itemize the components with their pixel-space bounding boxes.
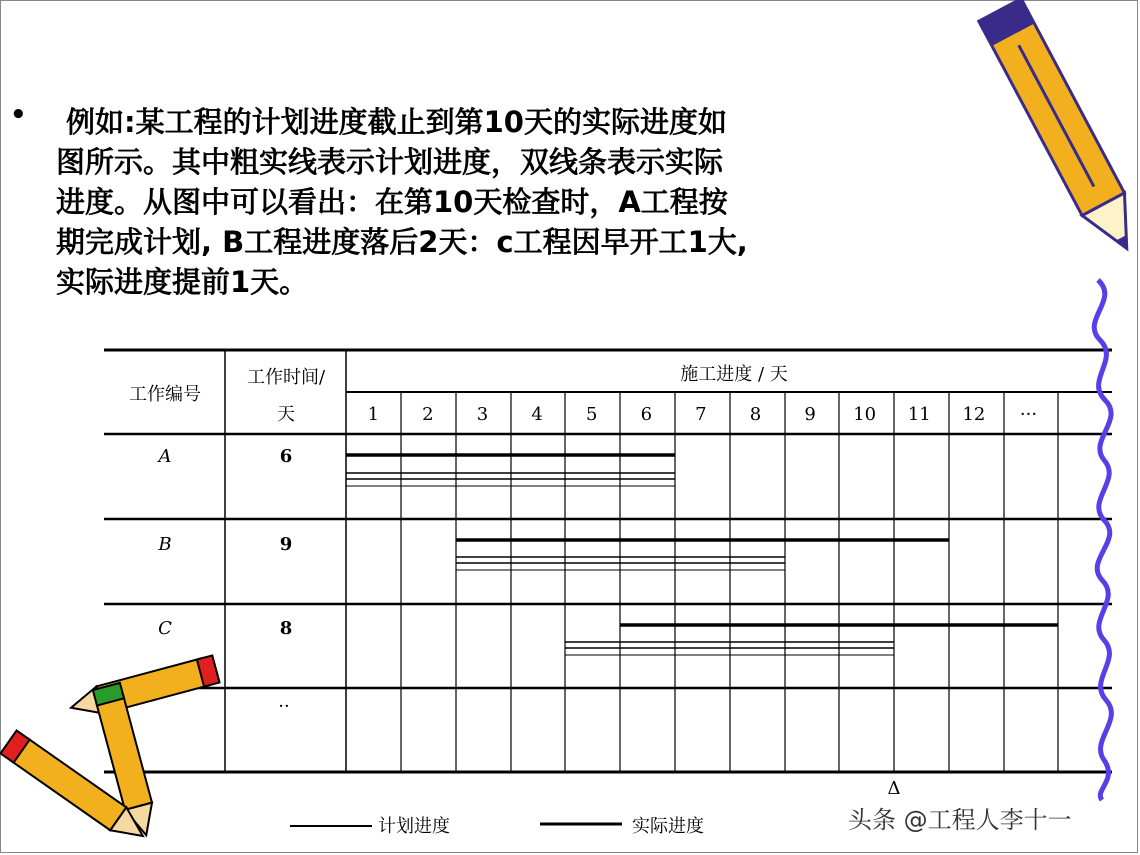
row-duration: 8 xyxy=(279,618,293,639)
paragraph-line: 图所示。其中粗实线表示计划进度，双线条表示实际 xyxy=(56,145,724,179)
row-b-bars xyxy=(456,540,949,563)
check-marker: Δ xyxy=(887,778,901,799)
watermark: 头条 @工程人李十一 xyxy=(848,806,1072,834)
header-work-id: 工作编号 xyxy=(129,384,201,405)
day-label: 2 xyxy=(422,404,434,425)
day-label: 7 xyxy=(695,404,707,425)
day-label: 8 xyxy=(749,404,762,425)
row-id: B xyxy=(158,534,172,555)
header-duration-line2: 天 xyxy=(277,404,295,425)
day-label: 10 xyxy=(853,404,877,425)
row-id: C xyxy=(158,618,172,639)
paragraph-line: 例如:某工程的计划进度截止到第10天的实际进度如 xyxy=(66,105,727,139)
paragraph-line: 进度。从图中可以看出：在第10天检查时，A工程按 xyxy=(56,185,728,219)
pencil-bottom-left-1-icon xyxy=(67,655,219,721)
row-duration: 6 xyxy=(279,446,293,467)
decorative-squiggle xyxy=(1094,280,1111,800)
legend-actual-label: 实际进度 xyxy=(632,816,704,837)
day-label: 11 xyxy=(907,404,931,425)
day-label: 1 xyxy=(367,404,380,425)
pencil-top-right-icon xyxy=(979,0,1140,260)
day-label: 5 xyxy=(585,404,598,425)
row-id: A xyxy=(158,446,172,467)
paragraph-line: 实际进度提前1天。 xyxy=(56,265,309,299)
day-label: 12 xyxy=(962,404,986,425)
legend xyxy=(290,816,704,837)
row-c-bars xyxy=(565,625,1058,648)
header-progress: 施工进度 / 天 xyxy=(680,364,788,385)
row-id: ·· xyxy=(278,696,290,717)
day-label: 3 xyxy=(476,404,489,425)
day-label: 9 xyxy=(804,404,816,425)
day-label: 6 xyxy=(640,404,653,425)
header-duration-line1: 工作时间/ xyxy=(246,367,326,388)
day-column-lines xyxy=(401,392,1058,772)
row-duration: 9 xyxy=(279,534,293,555)
day-label: 4 xyxy=(531,404,543,425)
day-label: ··· xyxy=(1019,404,1038,425)
paragraph-line: 期完成计划, B工程进度落后2天：c工程因早开工1大, xyxy=(56,225,748,259)
legend-plan-label: 计划进度 xyxy=(378,816,450,837)
bullet-marker: • xyxy=(10,100,27,130)
day-labels xyxy=(368,404,1038,425)
